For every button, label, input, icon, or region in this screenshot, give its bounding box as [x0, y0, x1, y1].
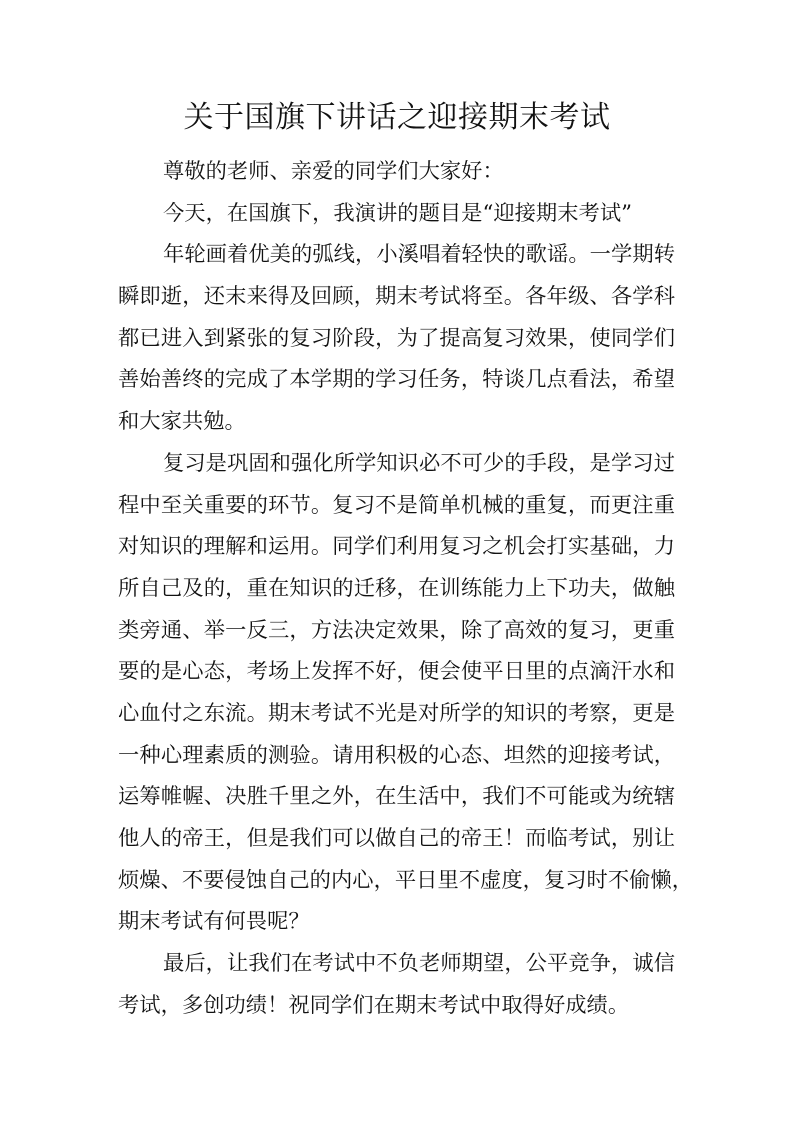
paragraph-line: 要的是心态，考场上发挥不好，便会使平日里的点滴汗水和 — [118, 659, 675, 685]
paragraph-line: 和大家共勉。 — [118, 409, 246, 435]
closing-line: 考试，多创功绩！祝同学们在期末考试中取得好成绩。 — [118, 992, 630, 1018]
paragraph-line: 年轮画着优美的弧线，小溪唱着轻快的歌谣。一学期转 — [163, 242, 675, 268]
paragraph-line: 一种心理素质的测验。请用积极的心态、坦然的迎接考试， — [118, 742, 675, 768]
paragraph-line: 善始善终的完成了本学期的学习任务，特谈几点看法，希望 — [118, 367, 675, 393]
paragraph-line: 复习是巩固和强化所学知识必不可少的手段，是学习过 — [163, 450, 675, 476]
paragraph-line: 所自己及的，重在知识的迁移，在训练能力上下功夫，做触 — [118, 575, 675, 601]
paragraph-line: 程中至关重要的环节。复习不是简单机械的重复，而更注重 — [118, 492, 675, 518]
topic-line: 今天，在国旗下，我演讲的题目是“迎接期末考试” — [163, 200, 633, 226]
closing-line: 最后，让我们在考试中不负老师期望，公平竞争，诚信 — [163, 951, 675, 977]
paragraph-line: 他人的帝王，但是我们可以做自己的帝王！而临考试，别让 — [118, 826, 675, 851]
paragraph-line: 运筹帷幄、决胜千里之外，在生活中，我们不可能或为统辖 — [118, 784, 675, 810]
document-body — [118, 151, 694, 1026]
greeting-line: 尊敬的老师、亲爱的同学们大家好： — [163, 159, 504, 184]
paragraph-line: 心血付之东流。期末考试不光是对所学的知识的考察，更是 — [118, 700, 675, 726]
paragraph-line: 烦燥、不要侵蚀自己的内心，平日里不虚度，复习时不偷懒， — [118, 867, 694, 893]
paragraph-line: 瞬即逝，还末来得及回顾，期末考试将至。各年级、各学科 — [118, 284, 675, 310]
paragraph-line: 期末考试有何畏呢？ — [118, 909, 310, 935]
paragraph-line: 类旁通、举一反三，方法决定效果，除了高效的复习，更重 — [118, 617, 675, 643]
paragraph-line: 对知识的理解和运用。同学们利用复习之机会打实基础，力 — [118, 534, 675, 560]
paragraph-line: 都已进入到紧张的复习阶段，为了提高复习效果，使同学们 — [118, 325, 675, 351]
document-title: 关于国旗下讲话之迎接期末考试 — [183, 100, 611, 135]
